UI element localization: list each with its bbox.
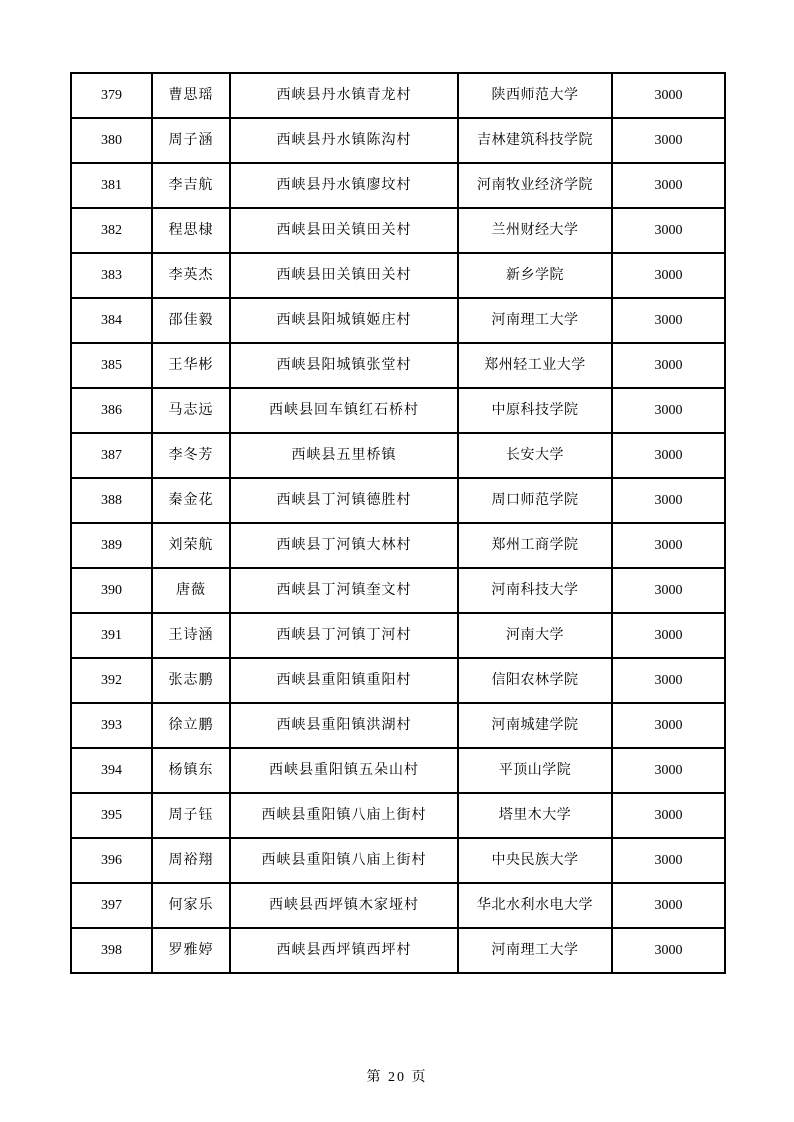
cell-village: 西峡县丹水镇陈沟村 xyxy=(230,118,458,163)
cell-school: 周口师范学院 xyxy=(458,478,612,523)
cell-name: 李英杰 xyxy=(152,253,230,298)
cell-school: 郑州工商学院 xyxy=(458,523,612,568)
cell-amount: 3000 xyxy=(612,928,725,973)
cell-name: 李吉航 xyxy=(152,163,230,208)
cell-amount: 3000 xyxy=(612,163,725,208)
cell-amount: 3000 xyxy=(612,658,725,703)
cell-school: 信阳农林学院 xyxy=(458,658,612,703)
cell-name: 程思棣 xyxy=(152,208,230,253)
cell-no: 380 xyxy=(71,118,152,163)
table-row xyxy=(71,478,725,523)
cell-village: 西峡县阳城镇姬庄村 xyxy=(230,298,458,343)
table-row xyxy=(71,388,725,433)
cell-amount: 3000 xyxy=(612,478,725,523)
cell-amount: 3000 xyxy=(612,253,725,298)
scholarship-roster-table xyxy=(70,72,726,974)
cell-school: 吉林建筑科技学院 xyxy=(458,118,612,163)
cell-no: 398 xyxy=(71,928,152,973)
table-row xyxy=(71,298,725,343)
cell-village: 西峡县丁河镇奎文村 xyxy=(230,568,458,613)
page-number: 第 20 页 xyxy=(366,1070,428,1085)
cell-no: 387 xyxy=(71,433,152,478)
cell-no: 391 xyxy=(71,613,152,658)
table-row xyxy=(71,343,725,388)
cell-amount: 3000 xyxy=(612,298,725,343)
cell-name: 邵佳毅 xyxy=(152,298,230,343)
cell-amount: 3000 xyxy=(612,343,725,388)
table-row xyxy=(71,433,725,478)
cell-school: 塔里木大学 xyxy=(458,793,612,838)
cell-no: 394 xyxy=(71,748,152,793)
cell-village: 西峡县丹水镇廖坟村 xyxy=(230,163,458,208)
table-row xyxy=(71,883,725,928)
cell-amount: 3000 xyxy=(612,613,725,658)
cell-village: 西峡县西坪镇木家垭村 xyxy=(230,883,458,928)
cell-amount: 3000 xyxy=(612,523,725,568)
cell-village: 西峡县回车镇红石桥村 xyxy=(230,388,458,433)
cell-village: 西峡县重阳镇洪湖村 xyxy=(230,703,458,748)
cell-village: 西峡县重阳镇五朵山村 xyxy=(230,748,458,793)
cell-no: 389 xyxy=(71,523,152,568)
cell-amount: 3000 xyxy=(612,118,725,163)
table-row xyxy=(71,73,725,118)
table-row xyxy=(71,118,725,163)
cell-school: 新乡学院 xyxy=(458,253,612,298)
cell-school: 河南理工大学 xyxy=(458,298,612,343)
cell-amount: 3000 xyxy=(612,748,725,793)
table-row xyxy=(71,163,725,208)
cell-name: 李冬芳 xyxy=(152,433,230,478)
cell-school: 平顶山学院 xyxy=(458,748,612,793)
cell-village: 西峡县丹水镇青龙村 xyxy=(230,73,458,118)
cell-no: 385 xyxy=(71,343,152,388)
cell-amount: 3000 xyxy=(612,883,725,928)
table-row xyxy=(71,613,725,658)
cell-school: 中原科技学院 xyxy=(458,388,612,433)
cell-school: 华北水利水电大学 xyxy=(458,883,612,928)
cell-name: 秦金花 xyxy=(152,478,230,523)
cell-name: 刘荣航 xyxy=(152,523,230,568)
cell-school: 长安大学 xyxy=(458,433,612,478)
cell-amount: 3000 xyxy=(612,433,725,478)
cell-no: 395 xyxy=(71,793,152,838)
table-row xyxy=(71,793,725,838)
cell-village: 西峡县田关镇田关村 xyxy=(230,208,458,253)
cell-amount: 3000 xyxy=(612,568,725,613)
cell-village: 西峡县五里桥镇 xyxy=(230,433,458,478)
cell-school: 河南牧业经济学院 xyxy=(458,163,612,208)
table-row xyxy=(71,208,725,253)
cell-no: 382 xyxy=(71,208,152,253)
cell-name: 何家乐 xyxy=(152,883,230,928)
cell-no: 393 xyxy=(71,703,152,748)
cell-no: 396 xyxy=(71,838,152,883)
table-row xyxy=(71,703,725,748)
cell-village: 西峡县丁河镇德胜村 xyxy=(230,478,458,523)
cell-school: 河南理工大学 xyxy=(458,928,612,973)
table-row xyxy=(71,928,725,973)
cell-school: 河南城建学院 xyxy=(458,703,612,748)
cell-name: 王华彬 xyxy=(152,343,230,388)
cell-village: 西峡县丁河镇丁河村 xyxy=(230,613,458,658)
cell-name: 曹思瑶 xyxy=(152,73,230,118)
cell-name: 徐立鹏 xyxy=(152,703,230,748)
cell-name: 罗雅婷 xyxy=(152,928,230,973)
cell-village: 西峡县重阳镇八庙上街村 xyxy=(230,793,458,838)
cell-no: 384 xyxy=(71,298,152,343)
table-row xyxy=(71,523,725,568)
cell-school: 河南科技大学 xyxy=(458,568,612,613)
cell-name: 马志远 xyxy=(152,388,230,433)
table-row xyxy=(71,748,725,793)
cell-amount: 3000 xyxy=(612,208,725,253)
cell-no: 392 xyxy=(71,658,152,703)
cell-village: 西峡县西坪镇西坪村 xyxy=(230,928,458,973)
cell-village: 西峡县田关镇田关村 xyxy=(230,253,458,298)
cell-amount: 3000 xyxy=(612,703,725,748)
cell-name: 杨镇东 xyxy=(152,748,230,793)
cell-name: 张志鹏 xyxy=(152,658,230,703)
cell-school: 兰州财经大学 xyxy=(458,208,612,253)
cell-no: 379 xyxy=(71,73,152,118)
cell-amount: 3000 xyxy=(612,838,725,883)
cell-name: 周子钰 xyxy=(152,793,230,838)
cell-amount: 3000 xyxy=(612,793,725,838)
cell-no: 388 xyxy=(71,478,152,523)
cell-amount: 3000 xyxy=(612,73,725,118)
cell-amount: 3000 xyxy=(612,388,725,433)
cell-no: 381 xyxy=(71,163,152,208)
cell-school: 河南大学 xyxy=(458,613,612,658)
cell-no: 397 xyxy=(71,883,152,928)
cell-school: 中央民族大学 xyxy=(458,838,612,883)
cell-village: 西峡县重阳镇重阳村 xyxy=(230,658,458,703)
cell-no: 383 xyxy=(71,253,152,298)
cell-village: 西峡县重阳镇八庙上街村 xyxy=(230,838,458,883)
table-row xyxy=(71,568,725,613)
cell-school: 郑州轻工业大学 xyxy=(458,343,612,388)
table-row xyxy=(71,658,725,703)
table-body xyxy=(71,73,725,973)
cell-name: 周裕翔 xyxy=(152,838,230,883)
table-row xyxy=(71,253,725,298)
table-row xyxy=(71,838,725,883)
cell-school: 陕西师范大学 xyxy=(458,73,612,118)
cell-name: 唐薇 xyxy=(152,568,230,613)
cell-no: 386 xyxy=(71,388,152,433)
cell-no: 390 xyxy=(71,568,152,613)
cell-name: 王诗涵 xyxy=(152,613,230,658)
cell-village: 西峡县丁河镇大林村 xyxy=(230,523,458,568)
cell-name: 周子涵 xyxy=(152,118,230,163)
cell-village: 西峡县阳城镇张堂村 xyxy=(230,343,458,388)
